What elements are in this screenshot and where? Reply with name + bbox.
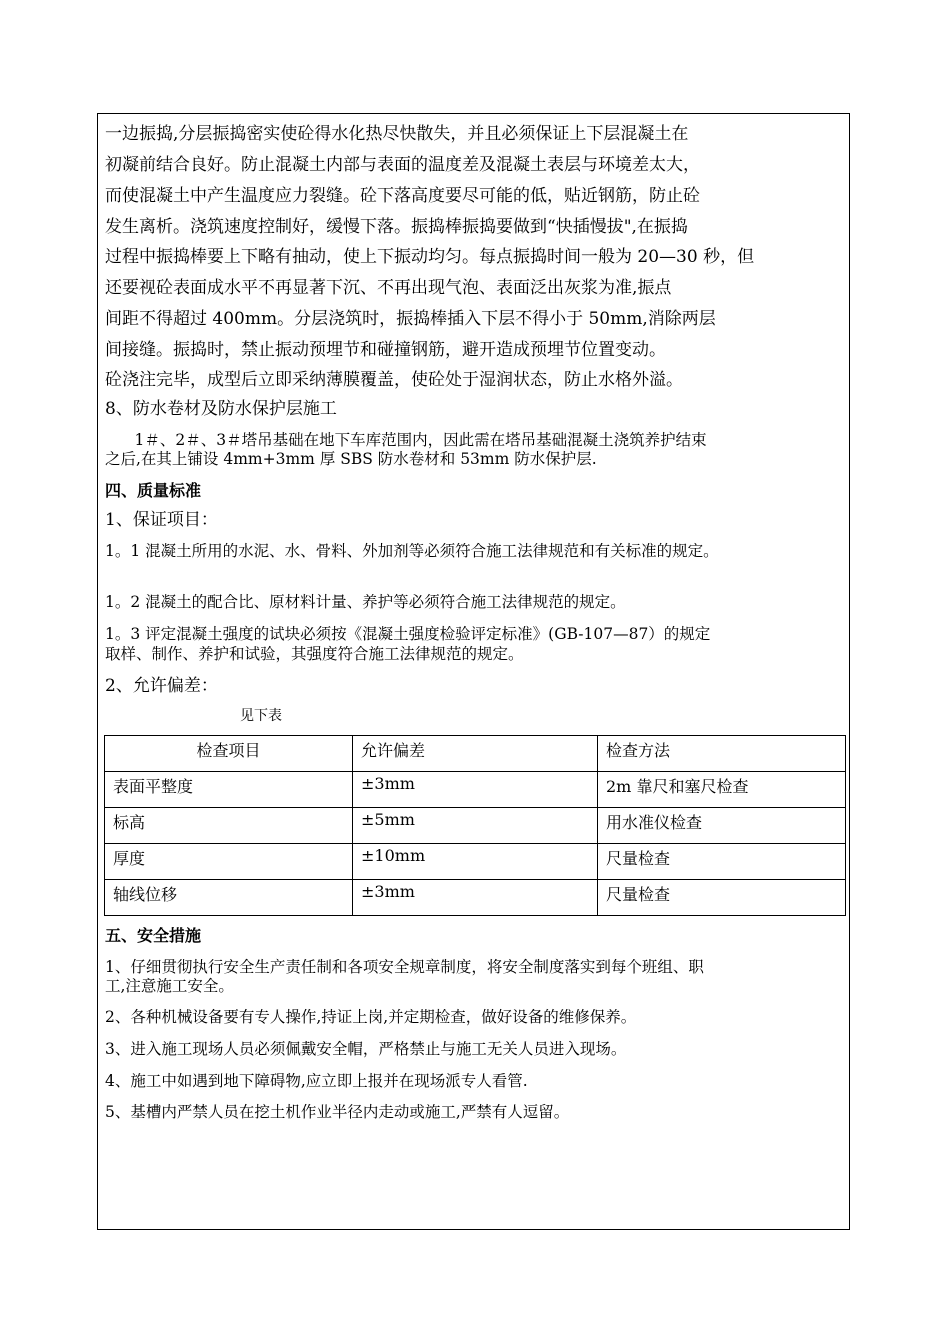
section-title: 五、安全措施 [105,926,202,945]
item-text: 取样、制作、养护和试验，其强度符合施工法律规范的规定。 [105,645,524,663]
item-text: 3、进入施工现场人员必须佩戴安全帽，严格禁止与施工无关人员进入现场。 [105,1040,627,1058]
table-cell: 尺量检查 [598,844,846,880]
table-header-cell: 检查方法 [598,736,846,772]
item-text: 1。3 评定混凝土强度的试块必须按《混凝土强度检验评定标准》(GB-107—87）的规定 [105,625,711,643]
table-cell: 标高 [105,808,353,844]
tolerance-table [104,735,846,916]
table-cell: 厚度 [105,844,353,880]
item-text: 4、施工中如遇到地下障碍物,应立即上报并在现场派专人看管. [105,1072,528,1090]
subsection-title: 8、防水卷材及防水保护层施工 [105,399,337,419]
paragraph-line: 过程中振捣棒要上下略有抽动，使上下振动均匀。每点振捣时间一般为 20—30 秒，但 [105,247,755,267]
paragraph-line: 间接缝。振捣时，禁止振动预埋节和碰撞钢筋，避开造成预埋节位置变动。 [105,340,666,360]
waterproof-text-line: 之后,在其上铺设 4mm+3mm 厚 SBS 防水卷材和 53mm 防水保护层. [105,450,597,468]
table-header-cell: 检查项目 [105,736,353,772]
table-cell: 表面平整度 [105,772,353,808]
paragraph-line: 而使混凝土中产生温度应力裂缝。砼下落高度要尽可能的低，贴近钢筋，防止砼 [105,186,700,206]
table-header-row [105,736,846,772]
item-text: 工,注意施工安全。 [105,977,234,995]
item-text: 1、仔细贯彻执行安全生产责任制和各项安全规章制度，将安全制度落实到每个班组、职 [105,958,704,976]
section-title: 四、质量标准 [105,481,202,500]
table-header-cell: 允许偏差 [353,736,598,772]
paragraph-line: 发生离析。浇筑速度控制好，缓慢下落。振捣棒振捣要做到“快插慢拔",在振捣 [105,217,688,237]
table-cell: ±3mm [353,772,598,808]
item-text: 1。1 混凝土所用的水泥、水、骨料、外加剂等必须符合施工法律规范和有关标准的规定。 [105,542,719,560]
see-below-note: 见下表 [240,708,282,724]
table-cell: ±10mm [353,844,598,880]
table-cell: ±5mm [353,808,598,844]
table-row [105,880,846,916]
table-row [105,772,846,808]
table-row [105,808,846,844]
paragraph-line: 间距不得超过 400mm。分层浇筑时，振捣棒插入下层不得小于 50mm,消除两层 [105,309,716,329]
waterproof-text-line: 1＃、2＃、3＃塔吊基础在地下车库范围内，因此需在塔吊基础混凝土浇筑养护结束 [105,431,707,449]
table-cell: 轴线位移 [105,880,353,916]
table-cell: 2m 靠尺和塞尺检查 [598,772,846,808]
table-cell: 用水准仪检查 [598,808,846,844]
item-title: 1、保证项目： [105,510,218,530]
table-cell: ±3mm [353,880,598,916]
table-cell: 尺量检查 [598,880,846,916]
item-title: 2、允许偏差： [105,676,218,696]
item-text: 2、各种机械设备要有专人操作,持证上岗,并定期检查，做好设备的维修保养。 [105,1008,637,1026]
paragraph-line: 砼浇注完毕，成型后立即采纳薄膜覆盖，使砼处于湿润状态，防止水格外溢。 [105,370,683,390]
paragraph-line: 还要视砼表面成水平不再显著下沉、不再出现气泡、表面泛出灰浆为准,振点 [105,278,672,298]
paragraph-line: 初凝前结合良好。防止混凝土内部与表面的温度差及混凝土表层与环境差太大， [105,155,700,175]
paragraph-line: 一边振捣,分层振捣密实使砼得水化热尽快散失，并且必须保证上下层混凝土在 [105,124,689,144]
item-text: 1。2 混凝土的配合比、原材料计量、养护等必须符合施工法律规范的规定。 [105,593,626,611]
table-row [105,844,846,880]
item-text: 5、基槽内严禁人员在挖土机作业半径内走动或施工,严禁有人逗留。 [105,1103,570,1121]
